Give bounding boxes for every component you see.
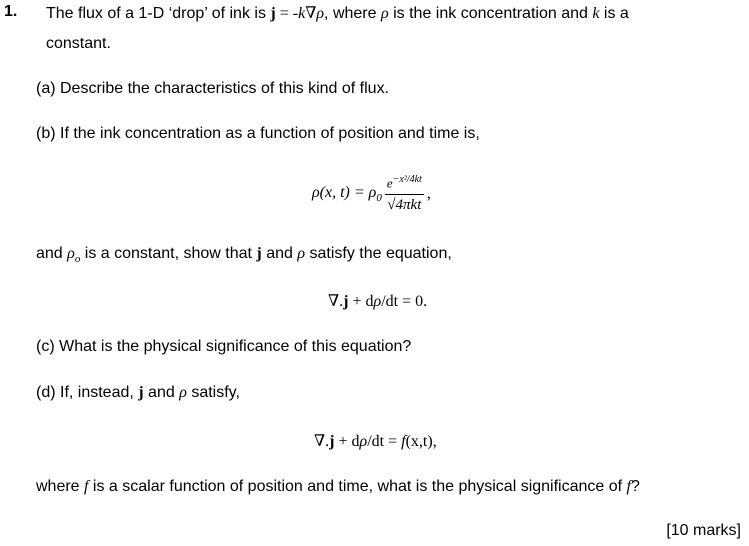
final-text-b: is a scalar function of position and time, what is the physical significance of xyxy=(88,478,627,495)
part-c-text: (c) What is the physical significance of this equation? xyxy=(36,338,412,355)
exp-base: e xyxy=(386,175,393,191)
cont-text-d: satisfy the equation, xyxy=(305,245,452,262)
eq3-end: (x,t), xyxy=(405,433,437,450)
exp-power: −x²/4kt xyxy=(392,173,422,185)
part-d-text-c: satisfy, xyxy=(186,384,240,401)
question-intro-line1 xyxy=(46,3,629,23)
rho-symbol-4: ρ xyxy=(297,245,306,262)
final-text-c: ? xyxy=(631,478,640,495)
equation-lhs xyxy=(312,184,382,204)
nabla-dot: ∇. xyxy=(328,293,344,310)
k-symbol-2: k xyxy=(592,5,600,22)
eq2-plus-d: + d xyxy=(348,293,374,310)
question-intro-line2: constant. xyxy=(46,35,111,52)
continuity-equation xyxy=(328,291,427,311)
eq3-mid: /dt = xyxy=(367,433,402,450)
f-symbol-2: f xyxy=(84,478,89,495)
eq2-end: /dt = 0. xyxy=(381,293,428,310)
rho-o-subscript: o xyxy=(74,253,81,266)
rho-symbol: ρ xyxy=(316,5,325,22)
eq3-plus-d: + d xyxy=(334,433,360,450)
concentration-equation xyxy=(312,166,431,222)
final-text-a: where xyxy=(36,478,85,495)
flux-symbol-2: j xyxy=(256,245,262,262)
rho-symbol-6: ρ xyxy=(179,384,187,401)
equation-fraction xyxy=(385,174,424,214)
cont-text-a: and xyxy=(36,245,68,262)
part-b-text: (b) If the ink concentration as a function of position and time is, xyxy=(36,125,480,142)
intro-text-d: is a xyxy=(599,5,629,22)
rho-symbol-3: ρ xyxy=(67,245,75,262)
intro-text-c: is the ink concentration and xyxy=(388,5,593,22)
part-d-text-b: and xyxy=(143,384,180,401)
marks-label: [10 marks] xyxy=(666,522,741,539)
intro-text-a: The flux of a 1-D ‘drop’ of ink is xyxy=(46,5,271,22)
part-d-text xyxy=(36,384,240,402)
nabla-dot-2: ∇. xyxy=(314,433,330,450)
intro-text-b: , where xyxy=(324,5,381,22)
flux-symbol-5: j xyxy=(329,433,335,450)
fraction-numerator xyxy=(385,174,424,194)
part-d-final xyxy=(36,478,640,496)
flux-symbol-3: j xyxy=(343,293,349,310)
flux-symbol-4: j xyxy=(138,384,144,401)
part-d-text-a: (d) If, instead, xyxy=(36,384,139,401)
part-a-text: (a) Describe the characteristics of this kind of flux. xyxy=(36,80,390,97)
source-equation xyxy=(314,431,437,451)
rho-symbol-2: ρ xyxy=(380,5,389,22)
question-number: 1. xyxy=(4,3,18,20)
equation-lhs-text: ρ(x, t) = ρ xyxy=(312,183,377,201)
nabla-symbol: ∇ xyxy=(305,5,317,22)
flux-symbol: j xyxy=(270,5,276,22)
part-b-continuation xyxy=(36,245,452,265)
k-symbol: k xyxy=(298,5,306,22)
intro-equals: = - xyxy=(275,5,299,22)
rho-symbol-7: ρ xyxy=(359,433,368,450)
equation-comma: , xyxy=(426,185,431,202)
cont-text-b: is a constant, show that xyxy=(80,245,257,262)
rho-zero-subscript: 0 xyxy=(376,192,382,205)
f-symbol-3: f xyxy=(626,478,631,495)
rho-symbol-5: ρ xyxy=(373,293,382,310)
f-symbol: f xyxy=(401,433,406,450)
fraction-denominator: √4πkt xyxy=(385,194,424,214)
cont-text-c: and xyxy=(261,245,298,262)
